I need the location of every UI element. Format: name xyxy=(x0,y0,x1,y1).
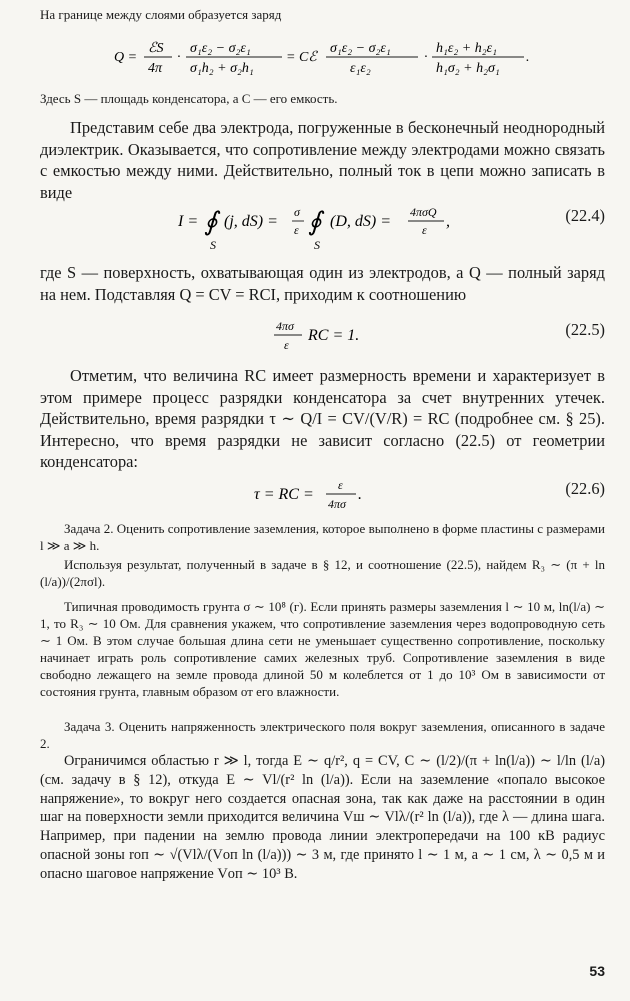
svg-text:·: · xyxy=(177,50,181,65)
svg-text:ε: ε xyxy=(284,338,289,352)
task-3: Задача 3. Оценить напряженность электрического поля вокруг заземления, описанного в задаче 2. xyxy=(40,719,605,751)
svg-text:h₁σ₂ + h₂σ₁: h₁σ₂ + h₂σ₁ xyxy=(436,61,500,76)
svg-text:.: . xyxy=(358,486,362,503)
equation-number-22-4: (22.4) xyxy=(565,206,605,225)
formula-rc-svg xyxy=(40,318,440,358)
svg-text:(j, dS) =: (j, dS) = xyxy=(224,213,278,230)
svg-text:ε₁ε₂: ε₁ε₂ xyxy=(350,61,371,76)
svg-text:S: S xyxy=(314,238,320,252)
task-3-solution: Ограничимся областью r ≫ l, тогда E ∼ q/r², q = CV, C ∼ (l/2)/(π + ln(l/a)) ∼ l/ln (l/a) (см. задачу в § 12), откуда E ∼ Vl/(r² ln (l/a)). Если на заземление «попало высокое напряжение», то вокруг него создается опасная зона, так как даже на расстоянии в один шаг на поверхности земли приходится величина Vш ∼ Vlλ/(r² ln (l/a)), где λ — длина шага. Например, при падении на землю провода линии электропередачи на 100 кВ радиус опасной зоны rоп ∼ √(Vlλ/(Vоп ln (l/a))) ∼ 3 м, где принято l ∼ 1 м, a ∼ 1 см, λ ∼ 0,5 м и опасно шаговое напряжение Vоп ∼ 10³ В. xyxy=(40,753,605,882)
svg-text:σ₁ε₂ − σ₂ε₁: σ₁ε₂ − σ₂ε₁ xyxy=(330,41,391,56)
formula-rc xyxy=(40,318,605,358)
svg-text:σ: σ xyxy=(294,205,300,219)
svg-text:∮: ∮ xyxy=(204,207,218,236)
svg-text:= Cℰ: = Cℰ xyxy=(286,50,317,65)
svg-text:τ = RC =: τ = RC = xyxy=(254,486,314,503)
equation-number-22-5: (22.5) xyxy=(565,320,605,339)
intro-text: На границе между слоями образуется заряд xyxy=(40,7,282,22)
svg-text:·: · xyxy=(424,50,428,65)
page-number: 53 xyxy=(589,963,605,979)
formula-current xyxy=(40,196,605,256)
svg-text:I =: I = xyxy=(178,213,199,230)
paragraph-electrodes: Представим себе два электрода, погруженные в бесконечный неоднородный диэлектрик. Оказывается, что сопротивление между электродами можно связать с емкостью между ними. Действительно, полный ток в цепи можно записать в виде xyxy=(40,118,605,202)
svg-text:.: . xyxy=(526,50,530,65)
formula-charge xyxy=(40,32,605,82)
paragraph-note: Отметим, что величина RC имеет размерность времени и характеризует в этом примере процесс разрядки конденсатора за счет внутренних утечек. Действительно, время разрядки τ ∼ Q/I = CV/(V/R) = RC (подробнее см. § 25). Интересно, что время разрядки не зависит согласно (22.5) от геометрии конденсатора: xyxy=(40,366,605,472)
svg-text:h₁ε₂ + h₂ε₁: h₁ε₂ + h₂ε₁ xyxy=(436,41,497,56)
svg-text:4πσ: 4πσ xyxy=(276,319,294,333)
svg-text:ε: ε xyxy=(294,223,299,237)
svg-text:4πσQ: 4πσQ xyxy=(410,205,437,219)
formula-charge-svg xyxy=(40,32,605,82)
svg-text:4πσ: 4πσ xyxy=(328,497,346,511)
task-2: Задача 2. Оценить сопротивление заземления, которое выполнено в форме пластины с размерами l ≫ a ≫ h. xyxy=(40,521,605,553)
formula-tau-svg xyxy=(40,477,440,515)
formula-tau xyxy=(40,477,605,515)
where-s-text: Здесь S — площадь конденсатора, а C — его емкость. xyxy=(40,91,338,106)
svg-text:∮: ∮ xyxy=(308,207,322,236)
paragraph-where-surface: где S — поверхность, охватывающая один из электродов, а Q — полный заряд на нем. Подставляя Q = CV = RCI, приходим к соотношению xyxy=(40,263,605,304)
svg-text:,: , xyxy=(446,213,450,230)
paragraph-typical-conductivity: Типичная проводимость грунта σ ∼ 10⁸ (г). Если принять размеры заземления l ∼ 10 м, ln(l/a) ∼ 1, то R₃ ∼ 10 Ом. Для сравнения укажем, что сопротивление заземления через водопроводную сеть ∼ 1 Ом. В этом случае большая длина сети не уменьшает существенно сопротивление, поскольку начинает играть роль сопротивление самих железных труб. Сопротивление заземления в виде свободно лежащего на земле провода длиной 50 м колеблется от 1 до 10³ Ом в зависимости от состояния грунта, главным образом от его влажности. xyxy=(40,599,605,699)
equation-number-22-6: (22.6) xyxy=(565,479,605,498)
task-2-solution: Используя результат, полученный в задаче в § 12, и соотношение (22.5), найдем R₃ ∼ (π + ln (l/a))/(2πσl). xyxy=(40,557,605,589)
formula-current-svg xyxy=(40,196,510,256)
svg-text:(D, dS) =: (D, dS) = xyxy=(330,213,392,230)
svg-text:RC = 1.: RC = 1. xyxy=(308,327,360,344)
svg-text:S: S xyxy=(210,238,216,252)
svg-text:Q =: Q = xyxy=(114,50,138,65)
svg-text:ε: ε xyxy=(422,223,427,237)
svg-text:σ₁h₂ + σ₂h₁: σ₁h₂ + σ₂h₁ xyxy=(190,61,254,76)
svg-text:ℰS: ℰS xyxy=(148,41,164,56)
svg-text:σ₁ε₂ − σ₂ε₁: σ₁ε₂ − σ₂ε₁ xyxy=(190,41,251,56)
svg-text:ε: ε xyxy=(338,478,343,492)
svg-text:4π: 4π xyxy=(148,61,163,76)
